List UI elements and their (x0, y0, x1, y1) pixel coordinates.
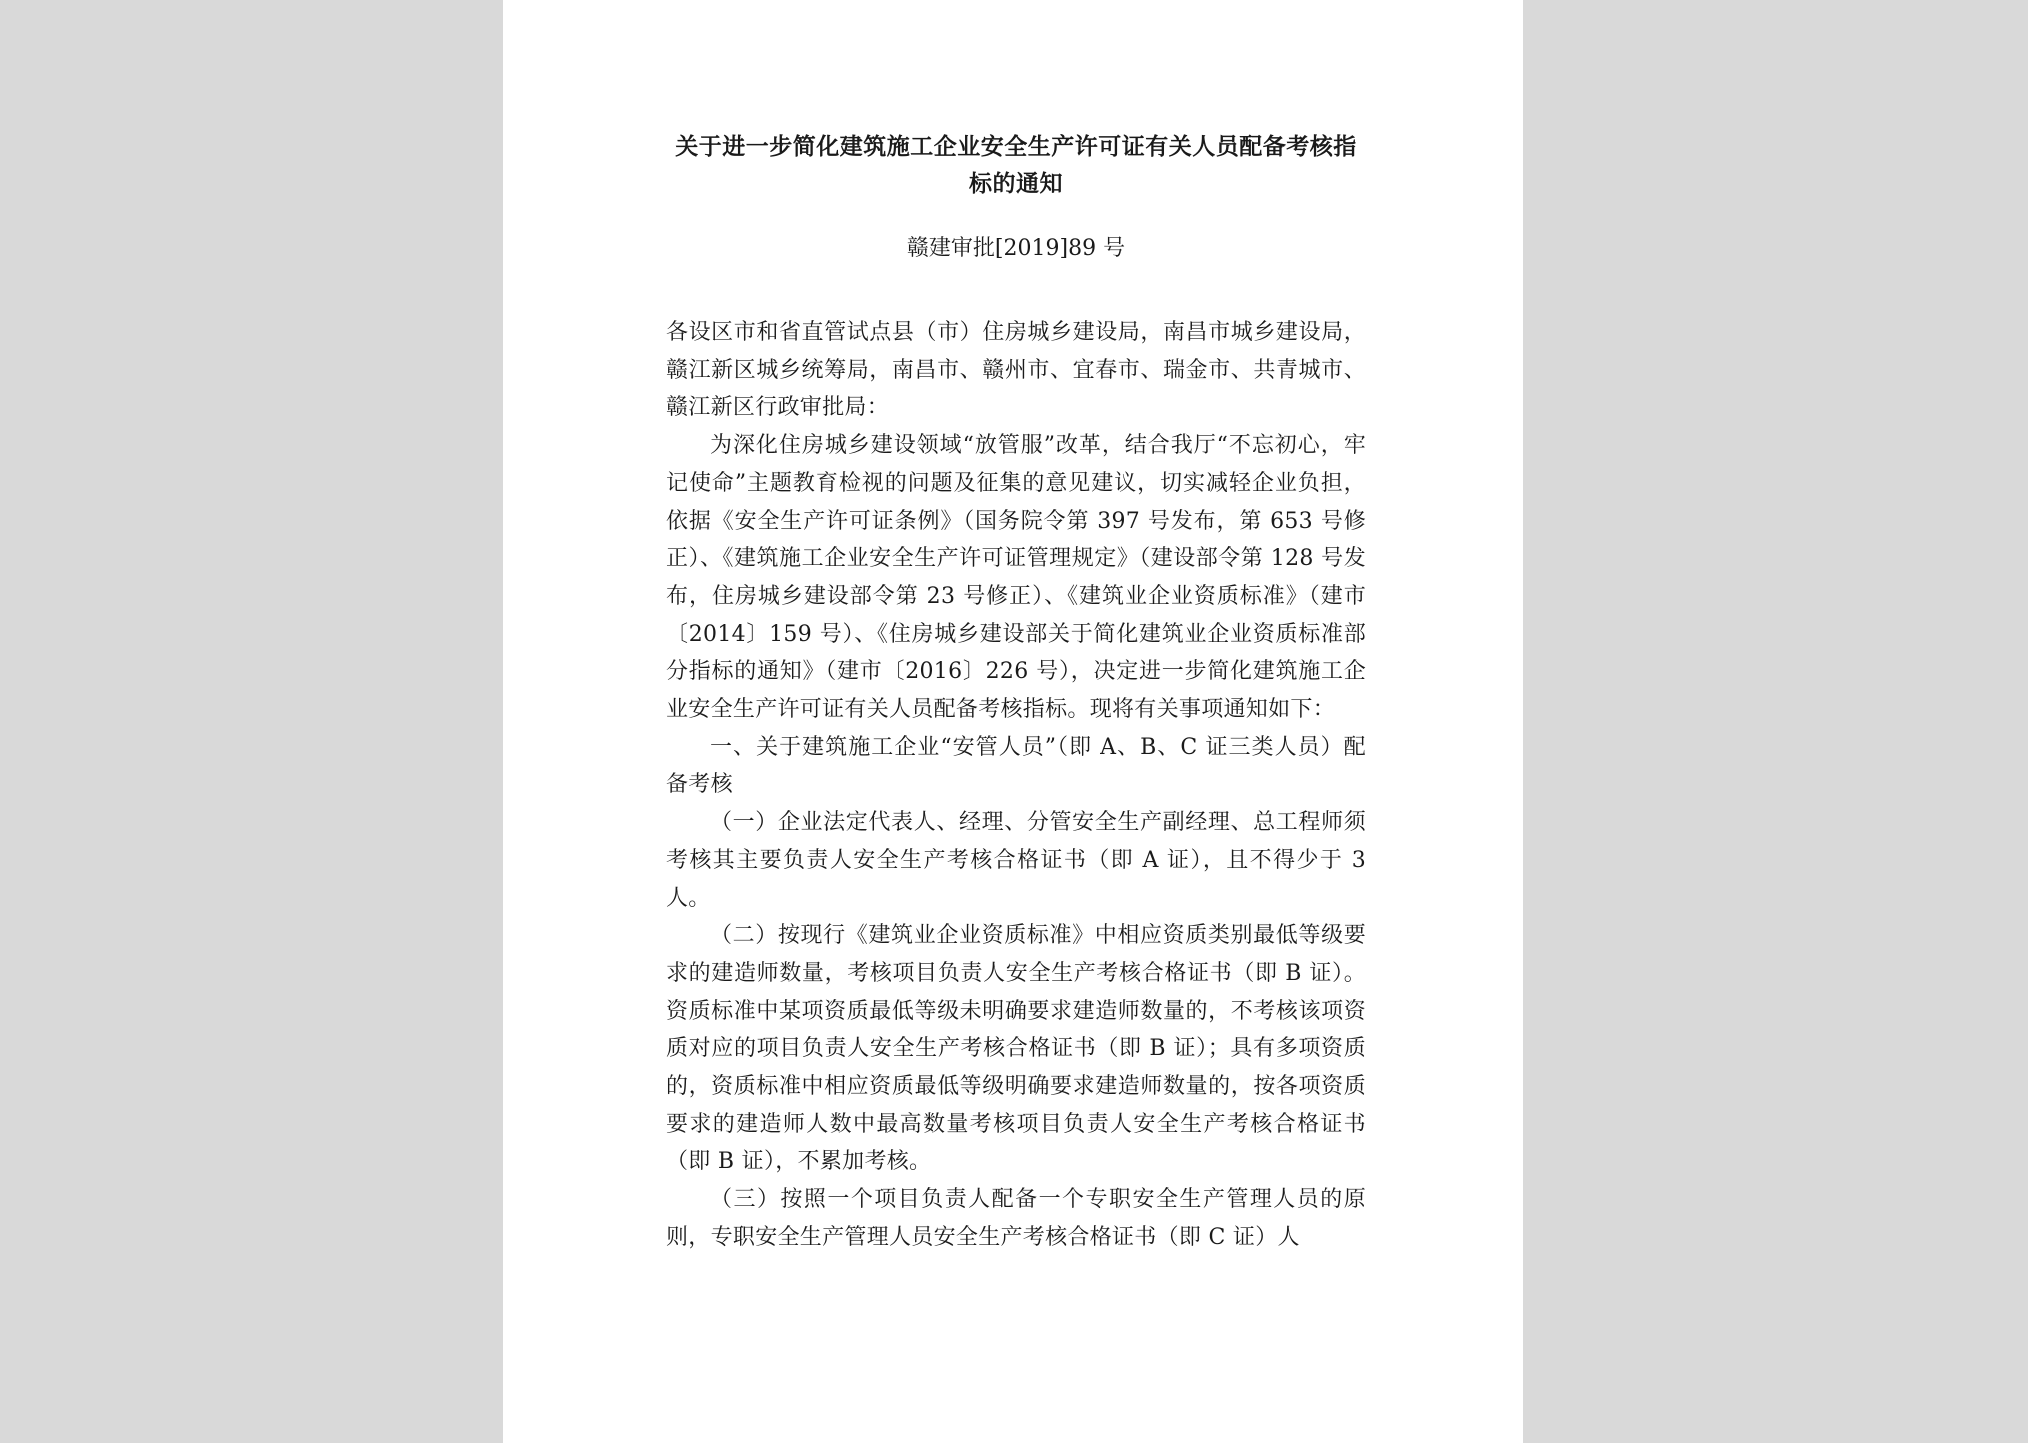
section-heading: 一、关于建筑施工企业“安管人员”（即 A、B、C 证三类人员）配备考核 (666, 734, 1366, 798)
document-body (666, 314, 1366, 1257)
addressee-paragraph: 各设区市和省直管试点县（市）住房城乡建设局，南昌市城乡建设局，赣江新区城乡统筹局，南昌市、赣州市、宜春市、瑞金市、共青城市、赣江新区行政审批局： (666, 320, 1366, 421)
body-paragraph: （二）按现行《建筑业企业资质标准》中相应资质类别最低等级要求的建造师数量，考核项目负责人安全生产考核合格证书（即 B 证）。资质标准中某项资质最低等级未明确要求建造师数量的，不考核该项资质对应的项目负责人安全生产考核合格证书（即 B 证）；具有多项资质的，资质标准中相应资质最低等级明确要求建造师数量的，按各项资质要求的建造师人数中最高数量考核项目负责人安全生产考核合格证书（即 B 证），不累加考核。 (666, 923, 1366, 1175)
document-title: 关于进一步简化建筑施工企业安全生产许可证有关人员配备考核指标的通知 (675, 133, 1357, 197)
body-paragraph: （一）企业法定代表人、经理、分管安全生产副经理、总工程师须考核其主要负责人安全生产考核合格证书（即 A 证），且不得少于 3 人。 (666, 810, 1366, 911)
body-paragraph: 为深化住房城乡建设领域“放管服”改革，结合我厅“不忘初心，牢记使命”主题教育检视的问题及征集的意见建议，切实减轻企业负担，依据《安全生产许可证条例》（国务院令第 397 号发布，第 653 号修正）、《建筑施工企业安全生产许可证管理规定》（建设部令第 128 号发布，住房城乡建设部令第 23 号修正）、《建筑业企业资质标准》（建市〔2014〕159 号）、《住房城乡建设部关于简化建筑业企业资质标准部分指标的通知》（建市〔2016〕226 号），决定进一步简化建筑施工企业安全生产许可证有关人员配备考核指标。现将有关事项通知如下： (666, 433, 1366, 723)
document-content (666, 128, 1366, 1257)
document-number: 赣建审批[2019]89 号 (906, 236, 1126, 261)
document-page (503, 0, 1523, 1443)
body-paragraph: （三）按照一个项目负责人配备一个专职安全生产管理人员的原则，专职安全生产管理人员安全生产考核合格证书（即 C 证）人 (666, 1187, 1366, 1250)
